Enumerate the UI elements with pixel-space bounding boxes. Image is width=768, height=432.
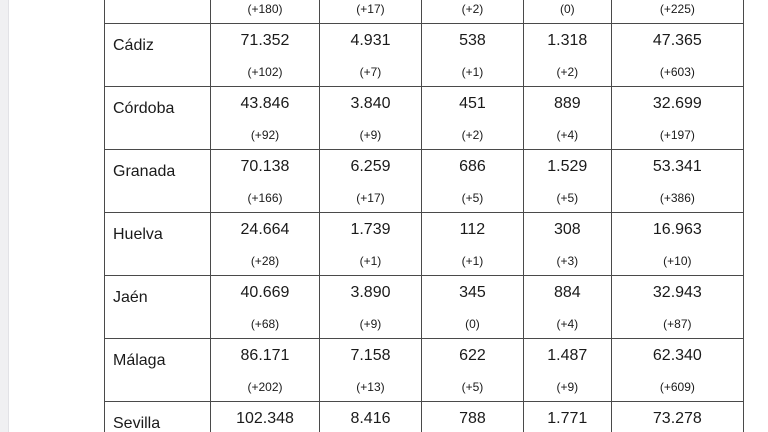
cell-delta: (+9)	[359, 317, 382, 331]
table-row	[105, 87, 744, 150]
cell-delta: (+202)	[247, 380, 283, 394]
cell-value: 345	[459, 284, 486, 301]
cell-delta: (0)	[559, 2, 575, 16]
cell-value: 1.739	[350, 221, 391, 238]
cell-value: 16.963	[652, 221, 702, 238]
cell-delta: (+609)	[659, 380, 695, 394]
province-cell	[105, 87, 211, 150]
cell-value: 24.664	[240, 221, 290, 238]
cell-value: 62.340	[652, 347, 702, 364]
table-cell	[523, 87, 611, 150]
table-body	[105, 0, 744, 432]
cell-delta: (+4)	[556, 128, 579, 142]
cell-value: 1.771	[547, 410, 588, 427]
cell-value: 686	[459, 158, 486, 175]
cell-delta: (+2)	[461, 128, 484, 142]
cell-value: 1.318	[547, 32, 588, 49]
province-name: Málaga	[113, 352, 166, 369]
cell-delta: (+1)	[359, 254, 382, 268]
table-cell	[611, 213, 743, 276]
cell-value: 884	[553, 284, 581, 301]
cell-value: 73.278	[652, 410, 702, 427]
cell-value: 102.348	[236, 410, 294, 427]
cell-delta: (+87)	[663, 317, 692, 331]
table-row	[105, 276, 744, 339]
table-cell	[421, 87, 523, 150]
cell-value: 1.529	[547, 158, 588, 175]
cell-value: 4.931	[350, 32, 391, 49]
province-name: Cádiz	[113, 37, 154, 54]
cell-delta: (+3)	[556, 254, 579, 268]
table-cell	[320, 0, 422, 24]
cell-value: 889	[553, 95, 581, 112]
cell-value: 308	[553, 221, 581, 238]
cell-delta: (+197)	[659, 128, 695, 142]
table-cell	[210, 87, 319, 150]
table-cell	[210, 24, 319, 87]
cell-value: 6.259	[350, 158, 391, 175]
table-row	[105, 402, 744, 432]
cell-value: 86.171	[240, 347, 290, 364]
cell-value: 32.943	[652, 284, 702, 301]
table-cell	[210, 213, 319, 276]
table-cell	[611, 402, 743, 432]
table-row-partial	[105, 0, 744, 24]
cell-delta: (+5)	[461, 380, 484, 394]
cell-delta: (+1)	[461, 65, 484, 79]
cell-value: 53.341	[652, 158, 702, 175]
table-cell	[611, 276, 743, 339]
table-cell	[611, 339, 743, 402]
table-cell	[421, 402, 523, 432]
table-cell	[320, 213, 422, 276]
cell-delta: (+92)	[250, 128, 280, 142]
table-cell	[523, 24, 611, 87]
province-stats-table	[104, 0, 744, 432]
cell-delta: (+9)	[359, 128, 382, 142]
province-cell	[105, 24, 211, 87]
table-cell	[320, 402, 422, 432]
cell-delta: (+180)	[247, 2, 283, 16]
cell-delta: (+4)	[556, 317, 579, 331]
table-cell	[210, 276, 319, 339]
cell-delta: (+225)	[659, 2, 695, 16]
cell-value: 1.487	[547, 347, 588, 364]
table-cell	[320, 276, 422, 339]
province-name: Córdoba	[113, 100, 175, 117]
table-row	[105, 150, 744, 213]
table-cell	[421, 339, 523, 402]
province-name: Sevilla	[113, 415, 161, 432]
table-cell	[320, 150, 422, 213]
cell-delta: (+2)	[461, 2, 484, 16]
cell-value: 70.138	[240, 158, 290, 175]
table-cell	[421, 213, 523, 276]
province-cell	[105, 339, 211, 402]
province-cell	[105, 150, 211, 213]
province-name: Huelva	[113, 226, 163, 243]
table-cell	[523, 276, 611, 339]
cell-value: 32.699	[652, 95, 702, 112]
cell-value: 7.158	[350, 347, 391, 364]
cell-value: 538	[459, 32, 486, 49]
cell-value: 71.352	[240, 32, 290, 49]
cell-delta: (+7)	[359, 65, 382, 79]
table-cell	[421, 276, 523, 339]
page-edge-strip	[0, 0, 9, 432]
table-cell	[210, 402, 319, 432]
cell-value: 40.669	[240, 284, 290, 301]
cell-delta: (+17)	[356, 2, 385, 16]
cell-value: 622	[459, 347, 486, 364]
province-cell	[105, 402, 211, 432]
province-cell	[105, 276, 211, 339]
cell-delta: (0)	[465, 317, 480, 331]
table-row	[105, 213, 744, 276]
cell-value: 43.846	[240, 95, 290, 112]
table-cell	[611, 150, 743, 213]
cell-delta: (+68)	[250, 317, 280, 331]
table-cell	[320, 24, 422, 87]
table-cell	[523, 213, 611, 276]
table-cell	[523, 339, 611, 402]
table-cell	[611, 0, 743, 24]
cell-delta: (+10)	[663, 254, 692, 268]
cell-delta: (+9)	[556, 380, 579, 394]
table-cell	[421, 24, 523, 87]
cell-delta: (+102)	[247, 65, 283, 79]
table-cell	[421, 150, 523, 213]
table-row	[105, 339, 744, 402]
cell-value: 3.840	[350, 95, 391, 112]
cell-delta: (+17)	[356, 191, 385, 205]
table-cell	[210, 339, 319, 402]
cell-value: 112	[459, 221, 486, 238]
table-cell	[320, 87, 422, 150]
cell-delta: (+28)	[250, 254, 280, 268]
cell-value: 3.890	[350, 284, 391, 301]
province-name: Granada	[113, 163, 176, 180]
cell-delta: (+5)	[556, 191, 579, 205]
cell-delta: (+386)	[659, 191, 695, 205]
table-cell	[210, 0, 319, 24]
cell-value: 451	[459, 95, 486, 112]
province-name: Jaén	[113, 289, 148, 306]
cell-delta: (+1)	[461, 254, 484, 268]
table-row	[105, 24, 744, 87]
cell-delta: (+5)	[461, 191, 484, 205]
province-cell	[105, 213, 211, 276]
cell-delta: (+2)	[556, 65, 579, 79]
cell-value: 788	[459, 410, 486, 427]
cell-value: 8.416	[350, 410, 391, 427]
cell-delta: (+603)	[659, 65, 695, 79]
cell-delta: (+13)	[356, 380, 385, 394]
cell-delta: (+166)	[247, 191, 283, 205]
cell-value: 47.365	[652, 32, 702, 49]
province-cell	[105, 0, 211, 24]
table-cell	[611, 24, 743, 87]
table-cell	[421, 0, 523, 24]
table-cell	[523, 402, 611, 432]
table-cell	[320, 339, 422, 402]
table-cell	[210, 150, 319, 213]
table-cell	[523, 0, 611, 24]
table-cell	[611, 87, 743, 150]
table-cell	[523, 150, 611, 213]
